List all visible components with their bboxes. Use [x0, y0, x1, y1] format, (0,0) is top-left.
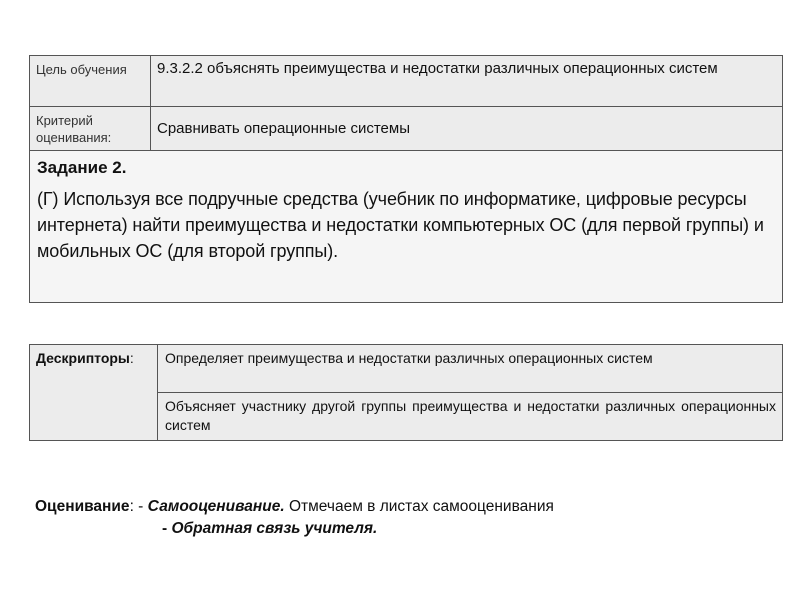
goal-label: Цель обучения [30, 56, 151, 107]
descriptor-label: Дескрипторы [36, 350, 130, 366]
assessment-line-2 [35, 518, 554, 540]
descriptor-item: Определяет преимущества и недостатки различных операционных систем [158, 345, 783, 393]
self-assessment: Самооценивание. [147, 498, 285, 515]
task-title: Задание 2. [37, 158, 127, 177]
descriptor-row [30, 345, 783, 393]
task-row [30, 151, 783, 303]
criterion-row [30, 107, 783, 151]
criterion-label: Критерий оценивания: [30, 107, 151, 151]
assessment-dash: - [162, 520, 172, 537]
descriptor-item: Объясняет участнику другой группы преимущества и недостатки различных операционных систем [158, 393, 783, 441]
assessment-label-suffix: : - [129, 498, 148, 515]
assessment-block [35, 496, 554, 540]
descriptor-label-suffix: : [129, 350, 134, 366]
task-text: (Г) Используя все подручные средства (учебник по информатике, цифровые ресурсы интернета) найти преимущества и недостатки компьютерных ОС (для первой группы) и мобильных ОС (для второй группы). [37, 189, 764, 261]
goal-value: 9.3.2.2 объяснять преимущества и недостатки различных операционных систем [151, 56, 783, 107]
objective-table [29, 55, 783, 303]
task-cell [30, 151, 783, 303]
criterion-value: Сравнивать операционные системы [151, 107, 783, 151]
teacher-feedback: Обратная связь учителя. [171, 520, 378, 537]
assessment-line-1 [35, 496, 554, 518]
self-assessment-note: Отмечаем в листах самооценивания [284, 498, 554, 515]
descriptor-table [29, 344, 783, 441]
descriptor-label-cell [30, 345, 158, 441]
assessment-label: Оценивание [35, 498, 130, 515]
goal-row [30, 56, 783, 107]
